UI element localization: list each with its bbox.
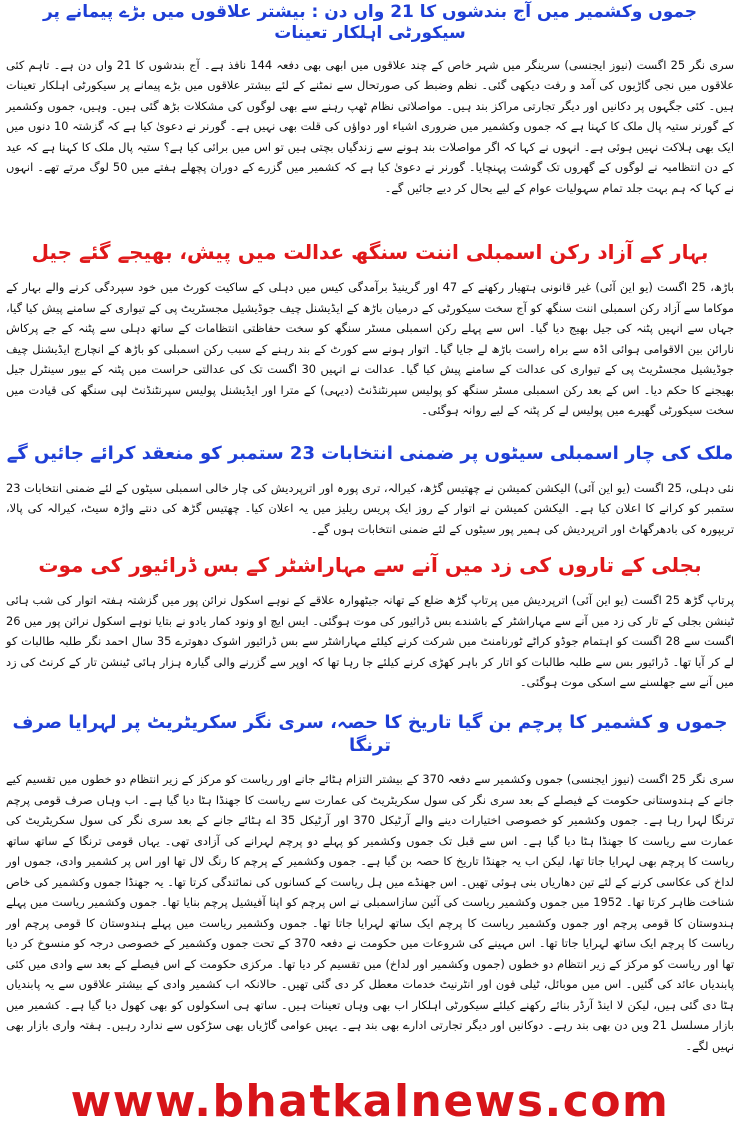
article-3: [6, 443, 734, 539]
article-2-body: باڑھ، 25 اگست (یو این آئی) غیر قانونی ہتھیار رکھنے کے 47 اور گرینیڈ برآمدگی کیس میں دہلی کے ساکیت کورٹ میں خود سپردگی کرنے والے بہار کے موکاما سے آزاد رکن اسمبلی اننت سنگھ کو آج سخت سیکورٹی کے درمیان باڑھ کے ایڈیشنل چیف جوڈیشیل مجسٹریٹ پی کے تیواری کے سامنے پیش کیا گیا، جہاں سے انہیں پٹنہ کی جیل بھیج دیا گیا۔ اس سے پہلے رکن اسمبلی مسٹر سنگھ کو سخت حفاظتی انتظامات کے ساتھ دہلی سے پٹنہ کے جے پرکاش نارائن بین الاقوامی ہوائی اڈہ سے براہ راست باڑھ لے جایا گیا۔ اتوار ہونے سے کورٹ کے بند رہنے کے سبب رکن اسمبلی کو باڑھ کے انچارج ایڈیشنل چیف جوڈیشیل مجسٹریٹ پی کے تیواری کی عدالت کے سامنے پیش کیا گیا۔ عدالت نے انہیں 30 اگست تک کی عدالتی حراست میں پٹنہ کے بیور سینٹرل جیل بھیجنے کا حکم دیا۔ اس کے بعد رکن اسمبلی مسٹر سنگھ کو پولیس سپرنٹنڈنٹ (دیہی) کے مترا اور ایڈیشنل پولیس سپرنٹنڈنٹ لپی سنگھ کی قیادت میں سخت سیکورٹی گھیرے میں پولیس لے کر پٹنہ کے لیے روانہ ہوگئی۔: [6, 280, 734, 417]
article-1: [6, 2, 734, 198]
article-1-headline: جموں وکشمیر میں آج بندشوں کا 21 واں دن : بیشتر علاقوں میں بڑے پیمانے پر سیکورٹی اہلکار تعینات: [42, 2, 698, 44]
article-1-body: سری نگر 25 اگست (نیوز ایجنسی) سرینگر میں شہر خاص کے چند علاقوں میں ابھی بھی دفعہ 144 نافذ ہے۔ آج بندشوں کا 21 واں دن ہے۔ تاہم کئی علاقوں میں نجی گاڑیوں کی آمد و رفت دیکھی گئی۔ نظم وضبط کی صورتحال سے نمٹنے کے لئے بیشتر علاقوں میں بڑے پیمانے پر سیکورٹی اہلکار تعینات ہیں۔ کئی جگہوں پر دکانیں اور دیگر تجارتی مراکز بند ہیں۔ مواصلاتی نظام ٹھپ رہنے سے بھی لوگوں کی مشکلات بڑھ گئی ہیں۔ وہیں، جموں وکشمیر کے گورنر ستیہ پال ملک کا کہنا ہے کہ جموں وکشمیر میں ضروری اشیاء اور دواؤں کی قلت بھی نہیں ہے۔ گورنر نے دعویٰ کیا ہے کہ گزشتہ 10 دنوں میں ایک بھی ہلاکت نہیں ہوئی ہے۔ انہوں نے کہا کہ اگر مواصلات بند ہونے سے زندگیاں بچتی ہیں تو اس میں برائی کیا ہے؟ ستیہ پال ملک کا کہنا ہے کہ عید کے دن انتظامیہ نے لوگوں کے گھروں تک گوشت پہنچایا۔ گورنر نے دعویٰ کیا ہے کہ کشمیر میں گزرے کے دوران پچھلے ہفتے میں 50 لوگ مرتے تھے۔ انہوں نے کہا کہ ہم بہت جلد تمام سہولیات عوام کے لیے بحال کر دیے جائیں گے۔: [6, 57, 734, 195]
article-4-body: پرتاپ گڑھ 25 اگست (یو این آئی) اترپردیش میں پرتاپ گڑھ ضلع کے تھانہ جیٹھوارہ علاقے کے نوہے اسکول نرائن پور میں گزشتہ ہفتہ اتوار کی شب ہائی ٹینشن بجلی کے تار کی زد میں آنے سے مہاراشٹر کے باشندے بس ڈرائیور کی موت ہوگئی۔ ایس ایچ او ونود کمار یادو نے بتایا نوہے اسکول نرائن پور میں 26 اگست سے 28 اگست کو اہتمام جوڈو کراٹے ٹورنامنٹ میں شرکت کرنے کیلئے مہاراشٹر سے بس ڈرائیور اشوک دھوترے 35 سال احمد نگر طلبہ طالبات کو لے کر آیا تھا۔ ڈرائیور بس سے طلبہ طالبات کو اتار کر باہر کھڑی کرنے کیلئے جا رہا تھا کہ اوپر سے گزرنے والی گیارہ ہزار ہائی ٹینشن تار کے کرنٹ کی زد میں آنے سے جھلسنے سے اسکی موت ہوگئی۔: [6, 593, 734, 689]
article-5-headline: جموں و کشمیر کا پرچم بن گیا تاریخ کا حصہ، سری نگر سکریٹریٹ پر لہرایا صرف ترنگا: [12, 712, 728, 756]
site-url-footer: www.bhatkalnews.com: [70, 1076, 670, 1127]
article-4-headline: بجلی کے تاروں کی زد میں آنے سے مہاراشٹر کے بس ڈرائیور کی موت: [38, 553, 702, 577]
article-2-headline: بہار کے آزاد رکن اسمبلی اننت سنگھ عدالت میں پیش، بھیجے گئے جیل: [31, 240, 709, 264]
article-4: [6, 553, 734, 693]
article-3-headline: ملک کی چار اسمبلی سیٹوں پر ضمنی انتخابات 23 ستمبر کو منعقد کرائے جائیں گے: [6, 443, 734, 464]
article-5: [6, 712, 734, 1056]
article-3-body: نئی دہلی، 25 اگست (یو این آئی) الیکشن کمیشن نے چھتیس گڑھ، کیرالہ، تری پورہ اور اترپردیش کی چار خالی اسمبلی سیٹوں کے لئے ضمنی انتخابات 23 ستمبر کو کرانے کا اعلان کیا ہے۔ الیکشن کمیشن نے اتوار کے روز ایک پریس ریلیز میں یہ اعلان کیا۔ چھتیس گڑھ کی دنتے واڑہ سیٹ، کیرالہ کی پالا، تریپورہ کی بادھرگھاٹ اور اترپردیش کی ہمیر پور سیٹوں کے لئے ضمنی انتخابات ہوں گے۔: [6, 480, 734, 536]
article-2: [6, 240, 734, 421]
article-5-body: سری نگر 25 اگست (نیوز ایجنسی) جموں وکشمیر سے دفعہ 370 کے بیشتر التزام ہٹائے جانے اور ریاست کو مرکز کے زیر انتظام دو خطوں میں تقسیم کیے جانے کے ہندوستانی حکومت کے فیصلے کے بعد سری نگر کی سول سکریٹریٹ کی عمارت سے ریاست کا جھنڈا ہٹا دیا گیا ہے۔ اب وہاں صرف قومی پرچم ترنگا لہرا رہا ہے۔ جموں وکشمیر کو خصوصی اختیارات دینے والے آرٹیکل 370 اور آرٹیکل 35 اے ہٹائے جانے کے بعد سری نگر کی سول سکریٹریٹ کی عمارت سے ریاست کا جھنڈا ہٹا دیا گیا ہے۔ اس سے قبل تک جموں وکشمیر کو پہلے دو پرچم لہرانے کی آزادی تھی۔ یہاں قومی ترنگا کے ساتھ ساتھ ریاست کا پرچم بھی لہرایا جاتا تھا، لیکن اب یہ جھنڈا تاریخ کا حصہ بن گیا ہے۔ جموں وکشمیر کے پرچم کا رنگ لال تھا اور اس پر کشمیر وادی، جموں اور لداخ کی عکاسی کرنے کے لئے تین دھاریاں بنی ہوئی تھیں۔ اس جھنڈے میں ہل ریاست کے کسانوں کی نمائندگی کرتا تھا۔ یہ جھنڈا جموں وکشمیر کی خاص شناخت ظاہر کرتا تھا۔ 1952 میں جموں وکشمیر ریاست کی آئین سازاسمبلی نے اس پرچم کو اپنا آفیشیل پرچم بنایا تھا۔ جموں وکشمیر ریاست میں پہلے ہندوستان کا قومی پرچم اور جموں وکشمیر ریاست کا پرچم ایک ساتھ لہرایا جاتا تھا۔ جموں وکشمیر ریاست میں پہلے ہندوستان کا قومی پرچم اور ریاست کا پرچم ایک ساتھ لہرایا جاتا تھا۔ اس مہینے کی شروعات میں حکومت نے دفعہ 370 کے تحت جموں وکشمیر کے خصوصی درجہ کو منسوخ کر دیا تھا اور ریاست کو مرکز کے زیر انتظام دو خطوں (جموں وکشمیر اور لداخ) میں تقسیم کر دیا تھا۔ مرکزی حکومت کے اس فیصلے کے بعد سے وادی میں کئی پابندیاں عائد کی گئیں۔ اس میں موبائل، ٹیلی فون اور انٹرنیٹ خدمات معطل کر دی گئی تھیں۔ حالانکہ اب کشمیر وادی کے بیشتر علاقوں سے یہ پابندیاں ہٹا دی گئی ہیں، لیکن لا اینڈ آرڈر بنائے رکھنے کیلئے سیکورٹی اہلکار اب بھی وہاں تعینات ہیں۔ ساتھ ہی اسکولوں کو بھی کھول دیا گیا ہے۔ کشمیر میں بازار مسلسل 21 ویں دن بھی بند رہے۔ دوکانیں اور دیگر تجارتی ادارے بھی بند ہے۔ یہیں عوامی گاڑیاں بھی سڑکوں سے ندارد رہیں۔ ہفتہ واری بازار بھی نہیں لگے۔: [6, 772, 735, 1053]
